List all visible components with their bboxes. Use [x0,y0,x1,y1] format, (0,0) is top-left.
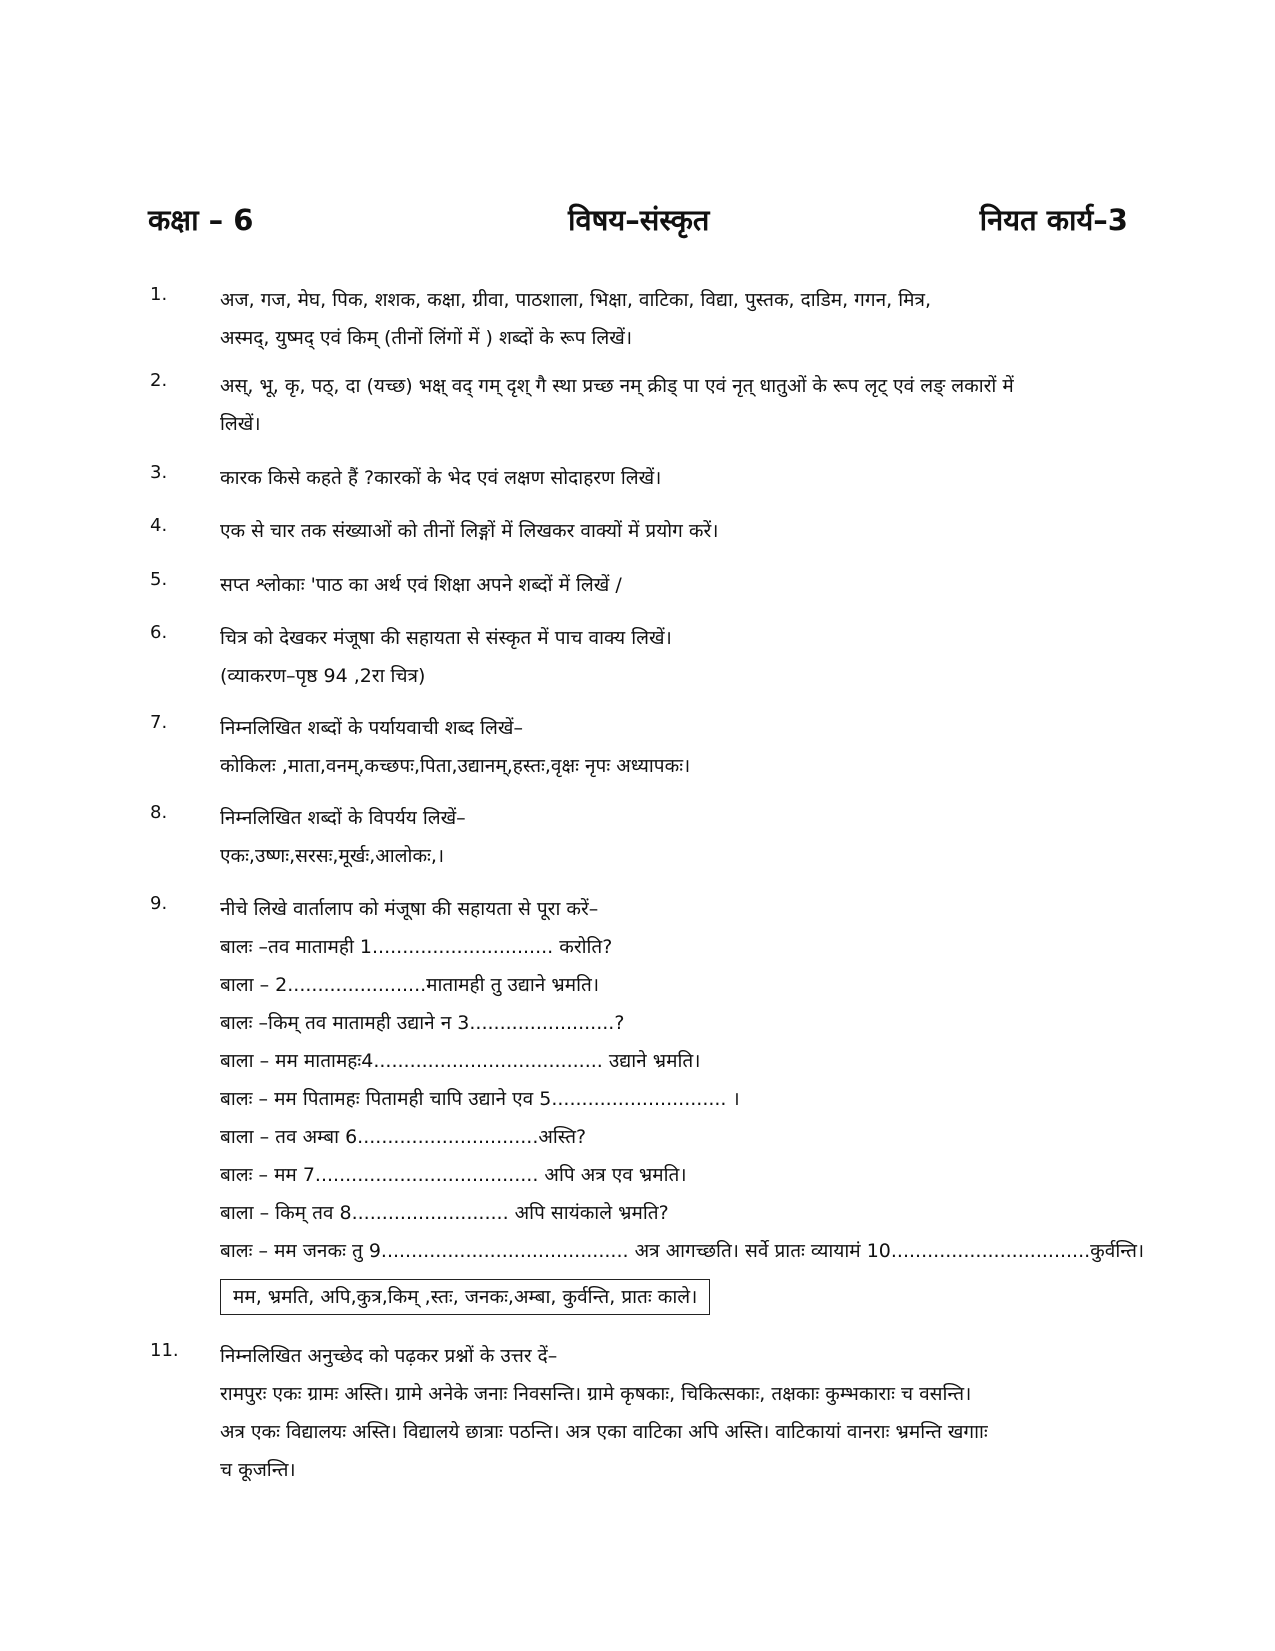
question-number: 1. [150,284,168,305]
question-text: एकः,उष्णः,सरसः,मूर्खः,आलोकः,। [220,845,445,867]
question-text: (व्याकरण–पृष्ठ 94 ,2रा चित्र) [220,665,426,687]
manjusha-word-box: मम, भ्रमति, अपि,कुत्र,किम् ,स्तः, जनकः,अम्बा, कुर्वन्ति, प्रातः काले। [220,1279,710,1315]
passage-line: अत्र एकः विद्यालयः अस्ति। विद्यालये छात्राः पठन्ति। अत्र एका वाटिका अपि अस्ति। वाटिकायां वानराः भ्रमन्ति खगााः [220,1421,988,1443]
question-text: एक से चार तक संख्याओं को तीनों लिङ्गों में लिखकर वाक्यों में प्रयोग करें। [220,520,719,542]
question-number: 8. [150,802,168,823]
question-text: निम्नलिखित अनुच्छेद को पढ़कर प्रश्नों के उत्तर दें– [220,1345,558,1367]
dialogue-line: बालः –किम् तव मातामही उद्याने न 3........................? [220,1012,625,1034]
passage-line: च कूजन्ति। [220,1459,296,1481]
subject-label: विषय–संस्कृत [568,203,710,237]
dialogue-line: बालः – मम जनकः तु 9......................................... अत्र आगच्छति। सर्वे प्रातः व्यायामं 10.................................कुर्वन्ति। [220,1240,1145,1262]
dialogue-line: बाला – तव अम्बा 6..............................अस्ति? [220,1126,587,1148]
question-number: 4. [150,515,168,536]
question-text: कारक किसे कहते हैं ?कारकों के भेद एवं लक्षण सोदाहरण लिखें। [220,467,662,489]
page-header [148,200,1128,250]
class-label: कक्षा – 6 [148,203,254,237]
question-text: लिखें। [220,413,261,435]
question-number: 6. [150,622,168,643]
question-text: चित्र को देखकर मंजूषा की सहायता से संस्कृत में पाच वाक्य लिखें। [220,627,672,649]
dialogue-line: बाला – किम् तव 8.......................... अपि सायंकाले भ्रमति? [220,1202,669,1224]
passage-line: रामपुरः एकः ग्रामः अस्ति। ग्रामे अनेके जनाः निवसन्ति। ग्रामे कृषकाः, चिकित्सकाः, तक्षकाः कुम्भकाराः च वसन्ति। [220,1383,972,1405]
question-text: सप्त श्लोकाः 'पाठ का अर्थ एवं शिक्षा अपने शब्दों में लिखें / [220,574,622,596]
question-text: निम्नलिखित शब्दों के विपर्यय लिखें– [220,807,466,829]
dialogue-line: बालः – मम 7..................................... अपि अत्र एव भ्रमति। [220,1164,687,1186]
question-text: अज, गज, मेघ, पिक, शशक, कक्षा, ग्रीवा, पाठशाला, भिक्षा, वाटिका, विद्या, पुस्तक, दाडिम, गगन, मित्र, [220,289,932,311]
dialogue-line: बालः –तव मातामही 1.............................. करोति? [220,936,613,958]
question-number: 11. [150,1340,179,1361]
question-text: अस्, भू, कृ, पठ्, दा (यच्छ) भक्ष् वद् गम् दृश् गै स्था प्रच्छ नम् क्रीड् पा एवं नृत् धातुओं के रूप लृट् एवं लङ् लकारों में [220,375,1014,397]
question-number: 5. [150,569,168,590]
question-number: 9. [150,893,168,914]
dialogue-line: बाला – 2.......................मातामही तु उद्याने भ्रमति। [220,974,600,996]
question-number: 3. [150,462,168,483]
question-number: 2. [150,370,168,391]
question-text: अस्मद्, युष्मद् एवं किम् (तीनों लिंगों में ) शब्दों के रूप लिखें। [220,327,633,349]
question-number: 7. [150,712,168,733]
question-text: निम्नलिखित शब्दों के पर्यायवाची शब्द लिखें– [220,717,523,739]
question-text: कोकिलः ,माता,वनम्,कच्छपः,पिता,उद्यानम्,हस्तः,वृक्षः नृपः अध्यापकः। [220,755,691,777]
dialogue-line: बालः – मम पितामहः पितामही चापि उद्याने एव 5............................. । [220,1088,740,1110]
question-text: नीचे लिखे वार्तालाप को मंजूषा की सहायता से पूरा करें– [220,898,599,920]
dialogue-line: बाला – मम मातामहः4...................................... उद्याने भ्रमति। [220,1050,701,1072]
assignment-label: नियत कार्य–3 [979,203,1128,237]
